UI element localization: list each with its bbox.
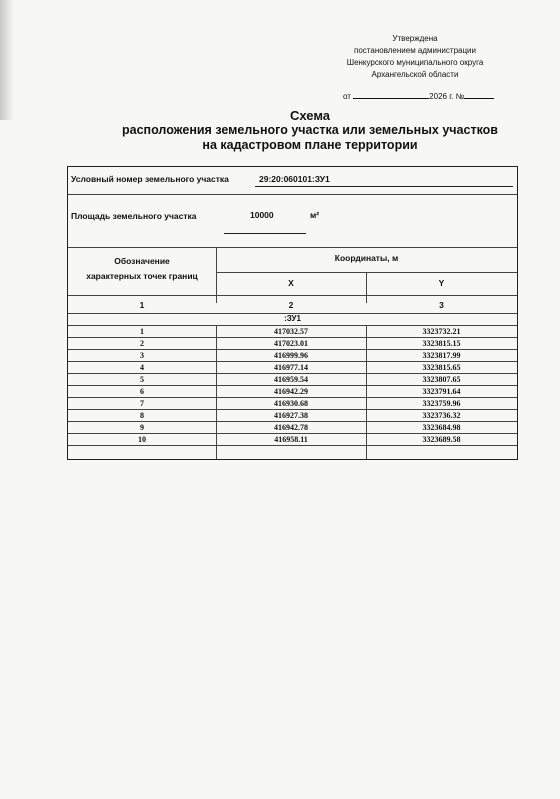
point-cell: 2 xyxy=(140,339,144,348)
parcel-area-underline xyxy=(224,233,306,234)
parcel-area-row xyxy=(68,194,517,248)
y-cell: 3323815.15 xyxy=(422,339,461,348)
parcel-area-value: 10000 xyxy=(250,210,274,220)
parcel-number-underline xyxy=(255,186,513,187)
approval-line: Шенкурского муниципального округа xyxy=(346,58,484,67)
y-cell: 3323759.96 xyxy=(422,399,461,408)
group-label: :ЗУ1 xyxy=(284,314,301,323)
y-cell: 3323736.32 xyxy=(422,411,461,420)
table-divider xyxy=(68,445,517,446)
date-blank xyxy=(353,90,429,99)
x-cell: 416959.54 xyxy=(274,375,308,384)
x-cell: 417023.01 xyxy=(274,339,308,348)
x-header: X xyxy=(288,278,294,288)
y-cell: 3323791.64 xyxy=(422,387,461,396)
x-cell: 416942.29 xyxy=(274,387,308,396)
parcel-area-unit: м² xyxy=(310,210,320,220)
coords-header: Координаты, м xyxy=(334,253,399,263)
scan-edge-shadow xyxy=(0,0,14,120)
y-cell: 3323732.21 xyxy=(422,327,461,336)
number-blank xyxy=(464,90,494,99)
x-cell: 416927.38 xyxy=(274,411,308,420)
point-cell: 3 xyxy=(140,351,144,360)
col-point-header: Обозначение xyxy=(114,256,170,266)
y-cell: 3323815.65 xyxy=(422,363,461,372)
parcel-number-label: Условный номер земельного участка xyxy=(71,174,229,184)
parcel-number-row xyxy=(68,167,517,195)
col-number: 2 xyxy=(288,300,294,310)
y-cell: 3323817.99 xyxy=(422,351,461,360)
document-title xyxy=(120,108,500,153)
date-year: 2026 г. № xyxy=(429,92,465,101)
parcel-number-value: 29:20:060101:ЗУ1 xyxy=(259,174,330,184)
x-cell: 416958.11 xyxy=(274,435,308,444)
point-cell: 5 xyxy=(140,375,144,384)
point-cell: 7 xyxy=(140,399,144,408)
y-header: Y xyxy=(438,278,445,288)
x-cell: 416999.96 xyxy=(274,351,308,360)
x-cell: 416942.78 xyxy=(274,423,308,432)
col-number: 1 xyxy=(139,300,145,310)
approval-line: Архангельской области xyxy=(371,70,459,79)
parcel-area-label: Площадь земельного участка xyxy=(71,211,197,221)
date-prefix: от xyxy=(343,92,351,101)
y-cell: 3323684.98 xyxy=(422,423,461,432)
title-line: расположения земельного участка или земельных участков xyxy=(122,123,498,137)
approval-date-line xyxy=(343,90,494,101)
col-number: 3 xyxy=(439,300,444,310)
table-divider xyxy=(216,272,517,273)
x-cell: 416977.14 xyxy=(274,363,308,372)
point-cell: 4 xyxy=(140,363,144,372)
point-cell: 9 xyxy=(140,423,144,432)
x-cell: 417032.57 xyxy=(274,327,308,336)
title-line: Схема xyxy=(289,108,331,123)
approval-block xyxy=(330,33,500,81)
point-cell: 10 xyxy=(138,435,146,444)
y-cell: 3323689.58 xyxy=(422,435,461,444)
point-cell: 6 xyxy=(140,387,144,396)
col-point-header-sub: характерных точек границ xyxy=(86,271,198,281)
approval-line: постановлением администрации xyxy=(354,46,476,55)
point-cell: 8 xyxy=(140,411,144,420)
table-divider xyxy=(68,295,517,296)
title-line: на кадастровом плане территории xyxy=(202,138,418,152)
point-cell: 1 xyxy=(140,327,144,336)
approval-line: Утверждена xyxy=(392,34,438,43)
x-cell: 416930.68 xyxy=(274,399,308,408)
y-cell: 3323807.65 xyxy=(422,375,461,384)
parcel-frame xyxy=(67,166,518,460)
